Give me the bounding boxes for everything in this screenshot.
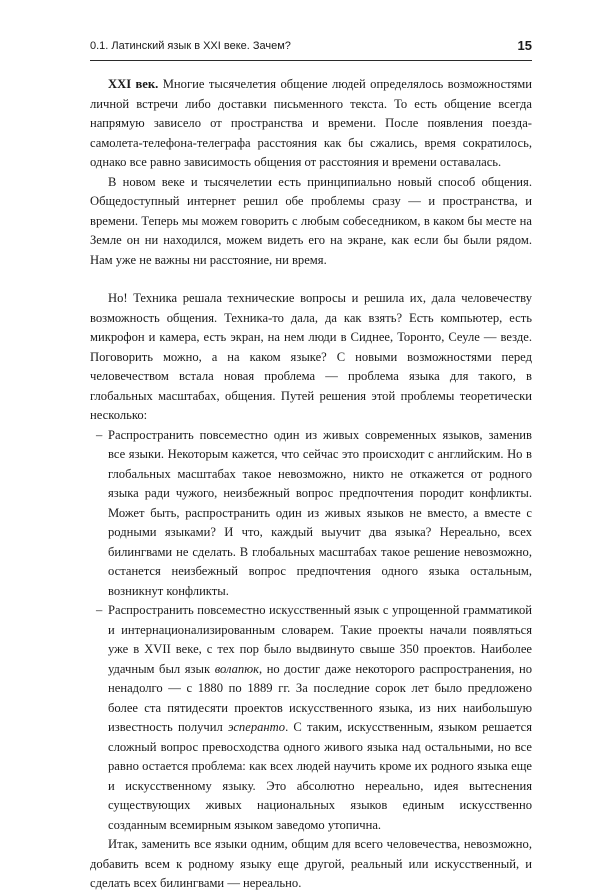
paragraph-text: Многие тысячелетия общение людей определялось возможностями личной встречи либо доставки письменного текста. То есть общение всегда напрямую зависело от пространства и времени. После появления поезда-самолета-телефона-телеграфа расстояния как бы сжались, время сократилось, однако все равно зависимость общения от расстояния и времени оставалась. (90, 77, 533, 169)
list-item (90, 601, 532, 835)
body-text (90, 75, 532, 894)
list-item-text: , но достиг даже некоторого распространения, но ненадолго — с 1880 по 1889 гг. За последние сорок лет было предложено более ста пятидесяти проектов искусственного языка, из них наибольшую известность получил (108, 661, 532, 734)
dash-bullet: – (96, 603, 103, 617)
paragraph: Но! Техника решала технические вопросы и решила их, дала человечеству возможность общения. Техника-то дала, да как взять? Есть компьютер, есть микрофон и камера, есть экран, на нем люди в Сиднее, Торонто, Сеуле — везде. Поговорить можно, а на каком языке? С новыми возможностями перед человечеством встала новая проблема — проблема языка для такого, в глобальных масштабах, общения. Путей решения этой проблемы теоретически несколько: (90, 291, 532, 422)
list-item-text: Распространить повсеместно искусственный язык с упрощенной грамматикой и интернационализированным словарем. Такие проекты начали появляться уже в XVII веке, с тех пор было выдвинуто свыше 350 проектов. Наиболее удачным был язык (108, 603, 532, 676)
term-volapuk: волапюк (214, 661, 259, 676)
section-lead: XXI век. (108, 77, 159, 91)
paragraph: Итак, заменить все языки одним, общим для всего человечества, невозможно, добавить всем к родному языку еще другой, реальный или искусственный, и сделать всех билингвами — нереально. (90, 837, 532, 890)
list-item (90, 426, 532, 602)
running-header (90, 38, 532, 61)
dash-bullet: – (96, 427, 103, 442)
list-item-text: . С таким, искусственным, языком решается сложный вопрос превосходства одного живого языка над остальными, но все равно остается проблема: как всех людей научить кроме их родного языка еще и искусственному языку. Это абсолютно нереально, идея вытеснения существующих живых национальных языков единым искусственно созданным всемирным языком заведомо утопична. (108, 720, 533, 832)
options-list (90, 426, 532, 836)
page-number: 15 (517, 38, 532, 53)
term-esperanto: эсперанто (227, 720, 286, 734)
list-item-text: Распространить повсеместно один из живых современных языков, заменив все языки. Некоторым кажется, что сейчас это происходит с английским. Но в глобальных масштабах такое невозможно, никто не откажется от родного языка ради чужого, неизбежный вопрос предпочтения породит конфликты. Может быть, распространить один из живых языков не вместо, а вместе с родными языками? И что, каждый выучит два языка? Нереально, всех билингвами не сделать. В глобальных масштабах такое решение невозможно, останется неизбежный вопрос предпочтения одного языка остальным, возникнут конфликты. (108, 427, 532, 598)
running-title: 0.1. Латинский язык в XXI веке. Зачем? (90, 40, 291, 52)
paragraph (90, 75, 532, 173)
paragraph: В новом веке и тысячелетии есть принципиально новый способ общения. Общедоступный интернет решил обе проблемы сразу — и пространства, и времени. Теперь мы можем говорить с любым собеседником, в каком бы месте на Земле он ни находился, можем видеть его на экране, как если бы были рядом. Нам уже не важны ни расстояние, ни время. (90, 174, 532, 267)
